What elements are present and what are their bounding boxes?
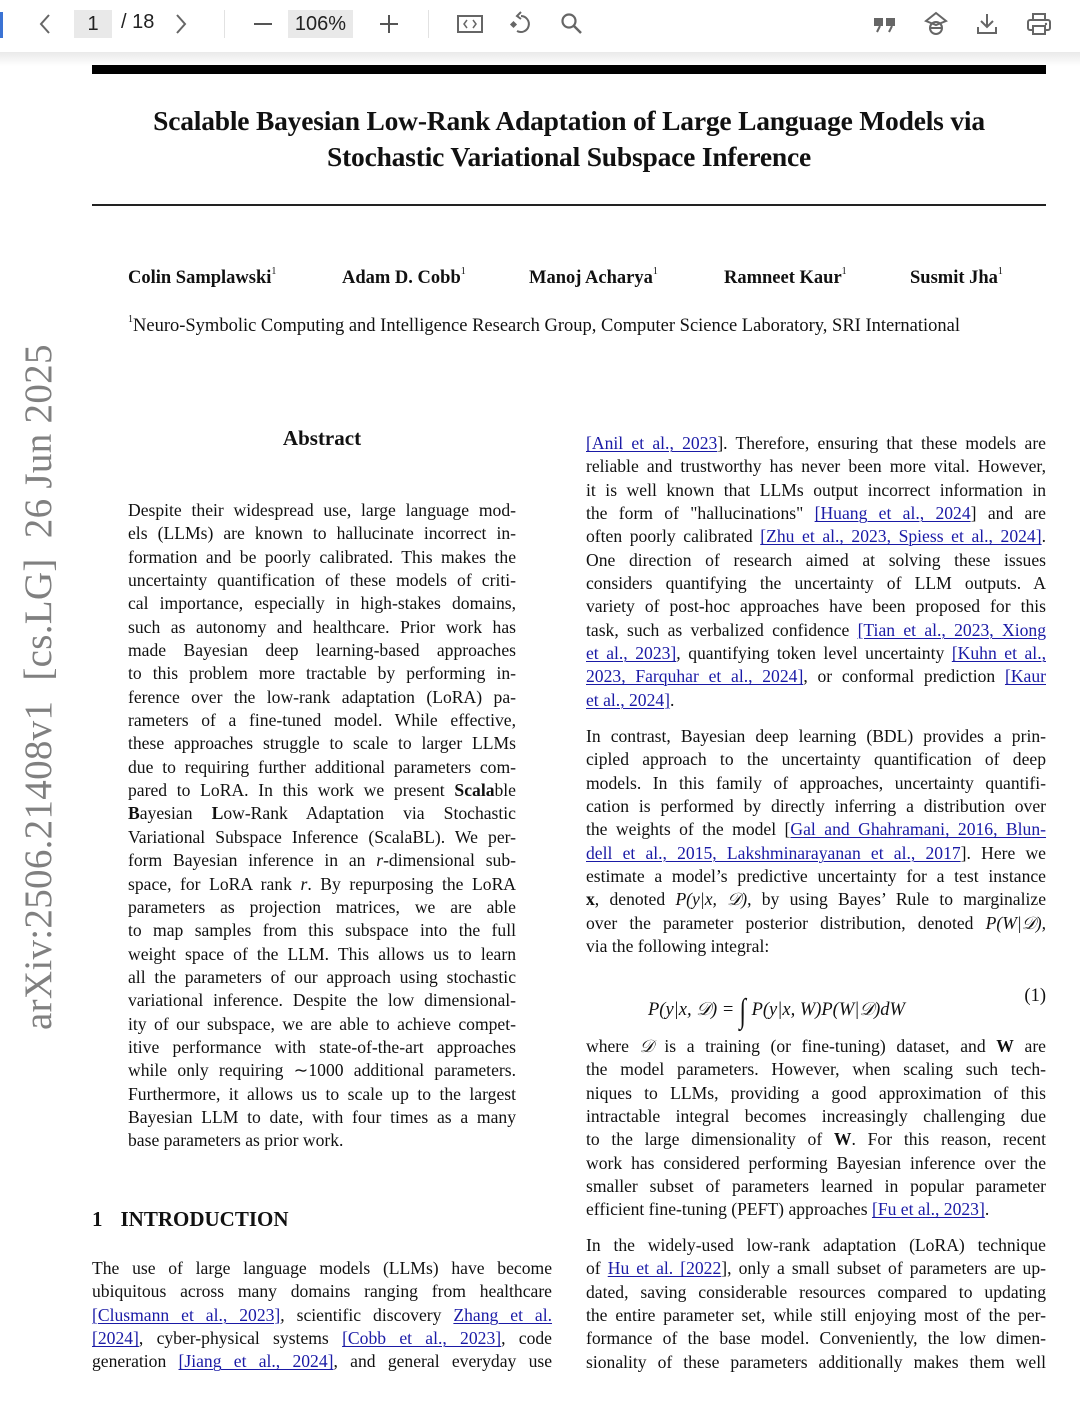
paper-title xyxy=(92,103,1046,175)
text-line: intractable integral becomes increasingly challenging due xyxy=(586,1106,1046,1127)
text-line: niques to LLMs, providing a good approximation of this xyxy=(586,1082,1046,1103)
text-line: [Clusmann et al., 2023], scientific discovery Zhang et al. xyxy=(92,1304,553,1325)
integral-symbol: ∫ xyxy=(739,993,747,1030)
chevron-left-icon[interactable] xyxy=(34,10,56,38)
text-line: of Hu et al. [2022], only a small subset of parameters are up- xyxy=(586,1258,1047,1279)
text-line: parameters as projection matrices, we are able xyxy=(128,896,516,917)
author: Adam D. Cobb$^1$ xyxy=(342,266,466,288)
citation-link[interactable]: [Cobb et al., 2023] xyxy=(342,1328,502,1349)
text-line: 2023, Farquhar et al., 2024], or conformal prediction [Kaur xyxy=(586,666,1046,687)
minus-icon[interactable] xyxy=(250,10,276,38)
text-line: formation and be poorly calibrated. This makes the xyxy=(128,546,516,567)
intro-left-paragraph xyxy=(92,1257,552,1374)
text-line: ference over the low-rank adaptation (LoRA) pa- xyxy=(128,686,516,707)
text-line: these approaches struggle to scale to larger LLMs xyxy=(128,733,516,754)
text-line: ubiquitous across many domains ranging from healthcare xyxy=(92,1281,552,1302)
text-line: where 𝒟 is a training (or fine-tuning) dataset, and W are xyxy=(586,1036,1046,1056)
text-line: base parameters as prior work. xyxy=(128,1130,344,1151)
text-line: Despite their widespread use, large language mod- xyxy=(128,500,516,520)
author: Colin Samplawski$^1$ xyxy=(128,266,277,288)
zoom-level-input[interactable]: 106% xyxy=(288,10,353,38)
intro-paragraph-2 xyxy=(586,725,1046,958)
page-total: / 18 xyxy=(121,11,155,33)
text-line: models. In this family of approaches, uncertainty quantifi- xyxy=(586,772,1046,793)
text-line: [2024], cyber-physical systems [Cobb et al., 2023], code xyxy=(92,1328,552,1349)
text-line: Furthermore, it allows us to scale up to the largest xyxy=(128,1083,516,1104)
citation-link[interactable]: [Kuhn et al., xyxy=(951,643,1046,664)
text-line: One direction of research aimed at solving these issues xyxy=(586,549,1046,570)
text-line: space, for LoRA rank r. By repurposing the LoRA xyxy=(128,873,517,894)
abstract-heading: Abstract xyxy=(282,426,362,450)
text-line: In the widely-used low-rank adaptation (LoRA) technique xyxy=(586,1235,1046,1255)
text-line: due to requiring further additional parameters com- xyxy=(128,756,516,777)
intro-paragraph-3 xyxy=(586,1035,1046,1222)
text-line: variational inference. Despite the low dimensional- xyxy=(128,990,516,1011)
page-number-input[interactable]: 1 xyxy=(74,10,112,38)
rotate-icon[interactable] xyxy=(507,10,535,38)
text-line: reliable and trustworthy has never been more vital. However, xyxy=(586,456,1046,477)
citation-link[interactable]: Hu et al. [2022 xyxy=(607,1258,722,1279)
text-line: dated, saving considerable resources compared to updating xyxy=(586,1281,1046,1302)
text-line: uncertainty quantification of these models of criti- xyxy=(128,570,516,591)
equation-number: (1) xyxy=(1024,986,1046,1006)
text-line: itive performance with state-of-the-art approaches xyxy=(128,1036,516,1057)
text-line: dell et al., 2015, Lakshminarayanan et al., 2017]. Here we xyxy=(586,842,1046,863)
toolbar-divider xyxy=(224,10,225,38)
text-line: Bayesian LLM to date, with four times as a many xyxy=(128,1106,516,1127)
citation-link[interactable]: [Jiang et al., 2024] xyxy=(178,1351,334,1372)
search-icon[interactable] xyxy=(558,10,586,38)
text-line: form Bayesian inference in an r-dimensional sub- xyxy=(128,850,516,871)
citation-link[interactable]: et al., 2023] xyxy=(586,643,677,664)
text-line: to map samples from this subspace into the full xyxy=(128,920,516,941)
text-line: weight space of the LLM. This allows us to learn xyxy=(128,943,516,964)
text-line: the form of "hallucinations" [Huang et al., 2024] and are xyxy=(586,503,1046,524)
text-line: estimate a model’s predictive uncertainty for a test instance xyxy=(586,866,1046,887)
text-line: often poorly calibrated [Zhu et al., 2023, Spiess et al., 2024]. xyxy=(586,526,1046,547)
text-line: et al., 2024]. xyxy=(586,689,675,710)
text-line: ity of our subspace, we are able to achieve compet- xyxy=(128,1013,516,1034)
fit-to-page-icon[interactable] xyxy=(455,10,485,38)
text-line: it is well known that LLMs output incorrect information in xyxy=(586,479,1046,500)
text-line: via the following integral: xyxy=(586,936,770,957)
text-line: cation is performed by directly inferring a distribution over xyxy=(586,796,1046,817)
author: Manoj Acharya$^1$ xyxy=(529,266,658,288)
text-line: task, such as verbalized confidence [Tian et al., 2023, Xiong xyxy=(586,619,1046,640)
text-line: considers quantifying the uncertainty of LLM outputs. A xyxy=(586,573,1046,594)
citation-link[interactable]: [2024] xyxy=(92,1328,139,1349)
download-icon[interactable] xyxy=(974,10,1000,38)
citation-link[interactable]: 2023, Farquhar et al., 2024] xyxy=(586,666,804,687)
text-line: efficient fine-tuning (PEFT) approaches [Fu et al., 2023]. xyxy=(586,1199,990,1220)
section-heading: 1 INTRODUCTION xyxy=(92,1207,289,1231)
arxiv-stamp: arXiv:2506.21408v1 [cs.LG] 26 Jun 2025 xyxy=(17,344,60,1030)
equation-body: P(y|x, 𝒟) = ∫ P(y|x, W)P(W|𝒟)dW xyxy=(648,993,905,1030)
toolbar-shadow xyxy=(0,52,1080,66)
text-line: rameters of a fine-tuned model. While effective, xyxy=(128,710,516,731)
text-line: over the parameter posterior distribution, denoted P(W|𝒟), xyxy=(586,912,1046,933)
text-line: els (LLMs) are known to hallucinate incorrect in- xyxy=(128,523,516,544)
text-line: sionality of these parameters additionally makes them well xyxy=(586,1351,1046,1372)
scholar-icon[interactable] xyxy=(922,10,950,38)
text-line: In contrast, Bayesian deep learning (BDL) provides a prin- xyxy=(586,726,1046,746)
text-line: variety of post-hoc approaches have been proposed for this xyxy=(586,596,1046,617)
citation-link[interactable]: dell et al., 2015, Lakshminarayanan et al., 2017 xyxy=(586,842,961,863)
text-line: formance of the base model. Conveniently, the low dimen- xyxy=(586,1328,1046,1349)
text-line: pared to LoRA. In this work we present Scalable xyxy=(128,780,516,801)
text-line: smaller subset of parameters learned in popular parameter xyxy=(586,1176,1046,1197)
intro-paragraph-1 xyxy=(586,432,1046,712)
author: Ramneet Kaur$^1$ xyxy=(724,266,847,288)
citation-link[interactable]: [Fu et al., 2023] xyxy=(871,1199,985,1220)
plus-icon[interactable] xyxy=(376,10,402,38)
title-line: Stochastic Variational Subspace Inference xyxy=(326,141,812,172)
citation-link[interactable]: [Kaur xyxy=(1004,666,1046,687)
text-line: work has considered performing Bayesian inference over the xyxy=(586,1152,1046,1173)
text-line: The use of large language models (LLMs) have become xyxy=(92,1258,552,1278)
citation-link[interactable]: et al., 2024] xyxy=(586,689,671,710)
text-line: to the large dimensionality of W. For this reason, recent xyxy=(586,1129,1046,1150)
text-line: the weights of the model [Gal and Ghahramani, 2016, Blun- xyxy=(586,819,1047,840)
text-line: cal importance, especially in high-stakes domains, xyxy=(128,593,516,614)
author-list xyxy=(128,268,1013,294)
citation-link[interactable]: [Huang et al., 2024 xyxy=(814,503,971,524)
text-line: the entire parameter set, while still enjoying most of the per- xyxy=(586,1305,1046,1326)
text-line: such as autonomy and healthcare. Prior work has xyxy=(128,616,516,637)
citation-link[interactable]: [Clusmann et al., 2023] xyxy=(92,1304,281,1325)
citation-link[interactable]: [Tian et al., 2023, Xiong xyxy=(857,619,1046,640)
sidebar-accent-bar xyxy=(0,12,3,38)
abstract-body xyxy=(128,499,516,1153)
text-line: while only requiring ∼1000 additional parameters. xyxy=(128,1060,516,1081)
text-line: [Anil et al., 2023]. Therefore, ensuring that these models are xyxy=(586,433,1046,453)
text-line: x, denoted P(y|x, 𝒟), by using Bayes’ Rule to marginalize xyxy=(586,889,1046,910)
print-icon[interactable] xyxy=(1025,10,1053,38)
toolbar-divider xyxy=(428,10,429,38)
quote-icon[interactable] xyxy=(872,10,898,38)
affiliation: $^1$Neuro-Symbolic Computing and Intelligence Research Group, Computer Science Laboratory, SRI International xyxy=(128,314,960,336)
text-line: all the parameters of our approach using stochastic xyxy=(128,966,516,987)
text-line: cipled approach to the uncertainty quantification of deep xyxy=(586,749,1046,770)
citation-link[interactable]: [Zhu et al., 2023, Spiess et al., 2024] xyxy=(760,526,1042,547)
intro-paragraph-4 xyxy=(586,1234,1046,1374)
citation-link[interactable]: [Anil et al., 2023 xyxy=(586,433,718,453)
equation-1 xyxy=(586,976,1046,1030)
citation-link[interactable]: Zhang et al. xyxy=(453,1304,553,1325)
text-line: et al., 2023], quantifying token level uncertainty [Kuhn et al., xyxy=(586,643,1046,664)
title-rule-bottom xyxy=(92,204,1046,206)
text-line: generation [Jiang et al., 2024], and general everyday use xyxy=(92,1351,553,1372)
chevron-right-icon[interactable] xyxy=(170,10,192,38)
title-line: Scalable Bayesian Low-Rank Adaptation of Large Language Models via xyxy=(153,105,985,136)
text-line: to this problem more tractable by performing in- xyxy=(128,663,516,684)
author: Susmit Jha$^1$ xyxy=(910,266,1003,288)
text-line: Bayesian Low-Rank Adaptation via Stochastic xyxy=(128,803,516,824)
text-line: Variational Subspace Inference (ScalaBL). We per- xyxy=(128,826,516,847)
title-rule-top xyxy=(92,65,1046,74)
pdf-toolbar xyxy=(0,0,1080,52)
citation-link[interactable]: Gal and Ghahramani, 2016, Blun- xyxy=(790,819,1047,840)
text-line: the model parameters. However, when scaling such tech- xyxy=(586,1059,1046,1080)
text-line: made Bayesian deep learning-based approaches xyxy=(128,640,516,661)
